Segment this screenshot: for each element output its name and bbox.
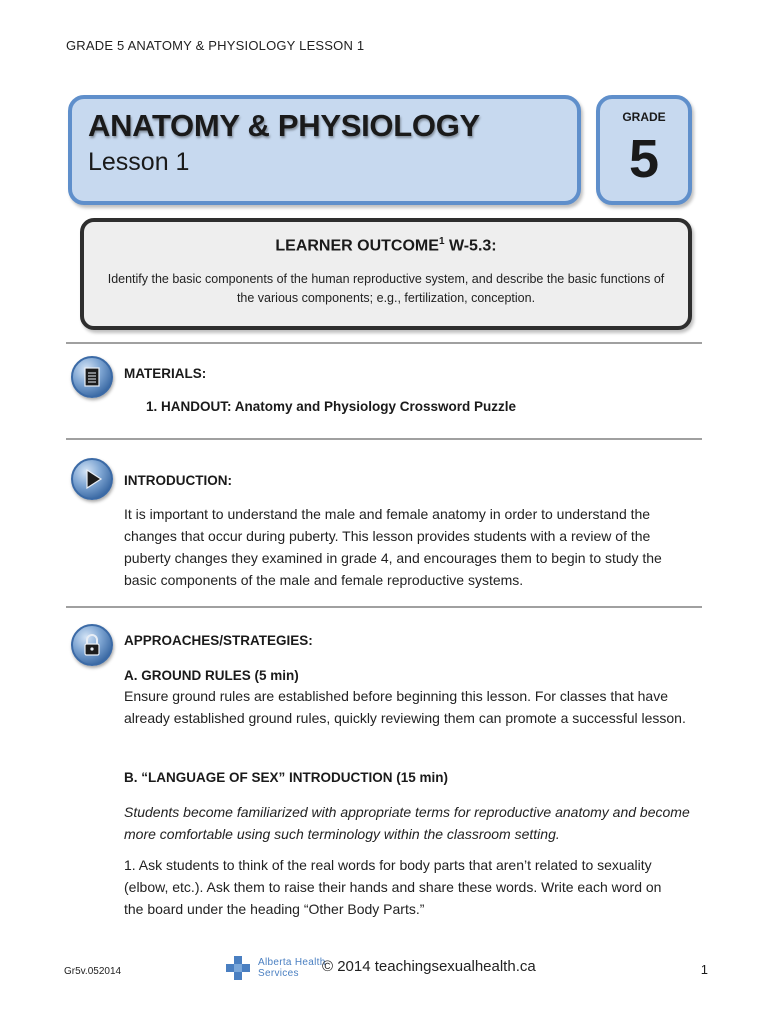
divider bbox=[66, 438, 702, 440]
language-of-sex-heading: B. “LANGUAGE OF SEX” INTRODUCTION (15 min) bbox=[124, 770, 449, 785]
copyright-notice: © 2014 teachingsexualhealth.ca bbox=[322, 958, 536, 975]
grade-label: GRADE bbox=[622, 110, 666, 124]
lock-icon bbox=[71, 624, 113, 666]
learner-outcome-text: Identify the basic components of the human reproductive system, and describe the basic functions of the various components; e.g., fertilization, conception. bbox=[107, 272, 665, 305]
page-title: ANATOMY & PHYSIOLOGY bbox=[88, 108, 480, 143]
divider bbox=[66, 606, 702, 608]
grade-number: 5 bbox=[628, 129, 660, 189]
divider bbox=[66, 342, 702, 344]
running-header: GRADE 5 ANATOMY & PHYSIOLOGY LESSON 1 bbox=[66, 38, 365, 53]
activity-step-1: 1. Ask students to think of the real words for body parts that aren’t related to sexuality (elbow, etc.). Ask them to raise their hands and share these words. Write each word on the board under the heading “Other Body Parts.” bbox=[124, 857, 662, 917]
logo-line-2: Services bbox=[258, 968, 299, 979]
approaches-heading: APPROACHES/STRATEGIES: bbox=[124, 633, 313, 648]
page-number: 1 bbox=[700, 962, 708, 977]
learner-outcome-title bbox=[80, 236, 692, 255]
materials-heading: MATERIALS: bbox=[124, 366, 207, 381]
ground-rules-text: Ensure ground rules are established before beginning this lesson. For classes that have already established ground rules, quickly reviewing them can promote a successful lesson. bbox=[124, 688, 686, 726]
logo-line-1: Alberta Health bbox=[258, 957, 326, 968]
document-code: Gr5v.052014 bbox=[64, 966, 122, 977]
materials-item: 1. HANDOUT: Anatomy and Physiology Crossword Puzzle bbox=[146, 399, 517, 414]
introduction-heading: INTRODUCTION: bbox=[124, 473, 232, 488]
ground-rules-heading: A. GROUND RULES (5 min) bbox=[124, 668, 299, 683]
outcome-title-prefix: LEARNER OUTCOME bbox=[275, 237, 439, 255]
introduction-text: It is important to understand the male and female anatomy in order to understand the changes that occur during puberty. This lesson provides students with a review of the puberty changes they examined in grade 4, and encourages them to begin to study the basic components of the male and female reproductive systems. bbox=[124, 506, 662, 588]
play-icon bbox=[71, 458, 113, 500]
document-icon bbox=[71, 356, 113, 398]
logo-wordmark bbox=[258, 957, 326, 979]
outcome-code: W-5.3: bbox=[444, 237, 497, 255]
language-of-sex-objective: Students become familiarized with appropriate terms for reproductive anatomy and become more comfortable using such terminology within the classroom setting. bbox=[124, 804, 690, 842]
footnote-marker: 1 bbox=[438, 236, 445, 247]
lesson-subtitle: Lesson 1 bbox=[88, 148, 190, 176]
